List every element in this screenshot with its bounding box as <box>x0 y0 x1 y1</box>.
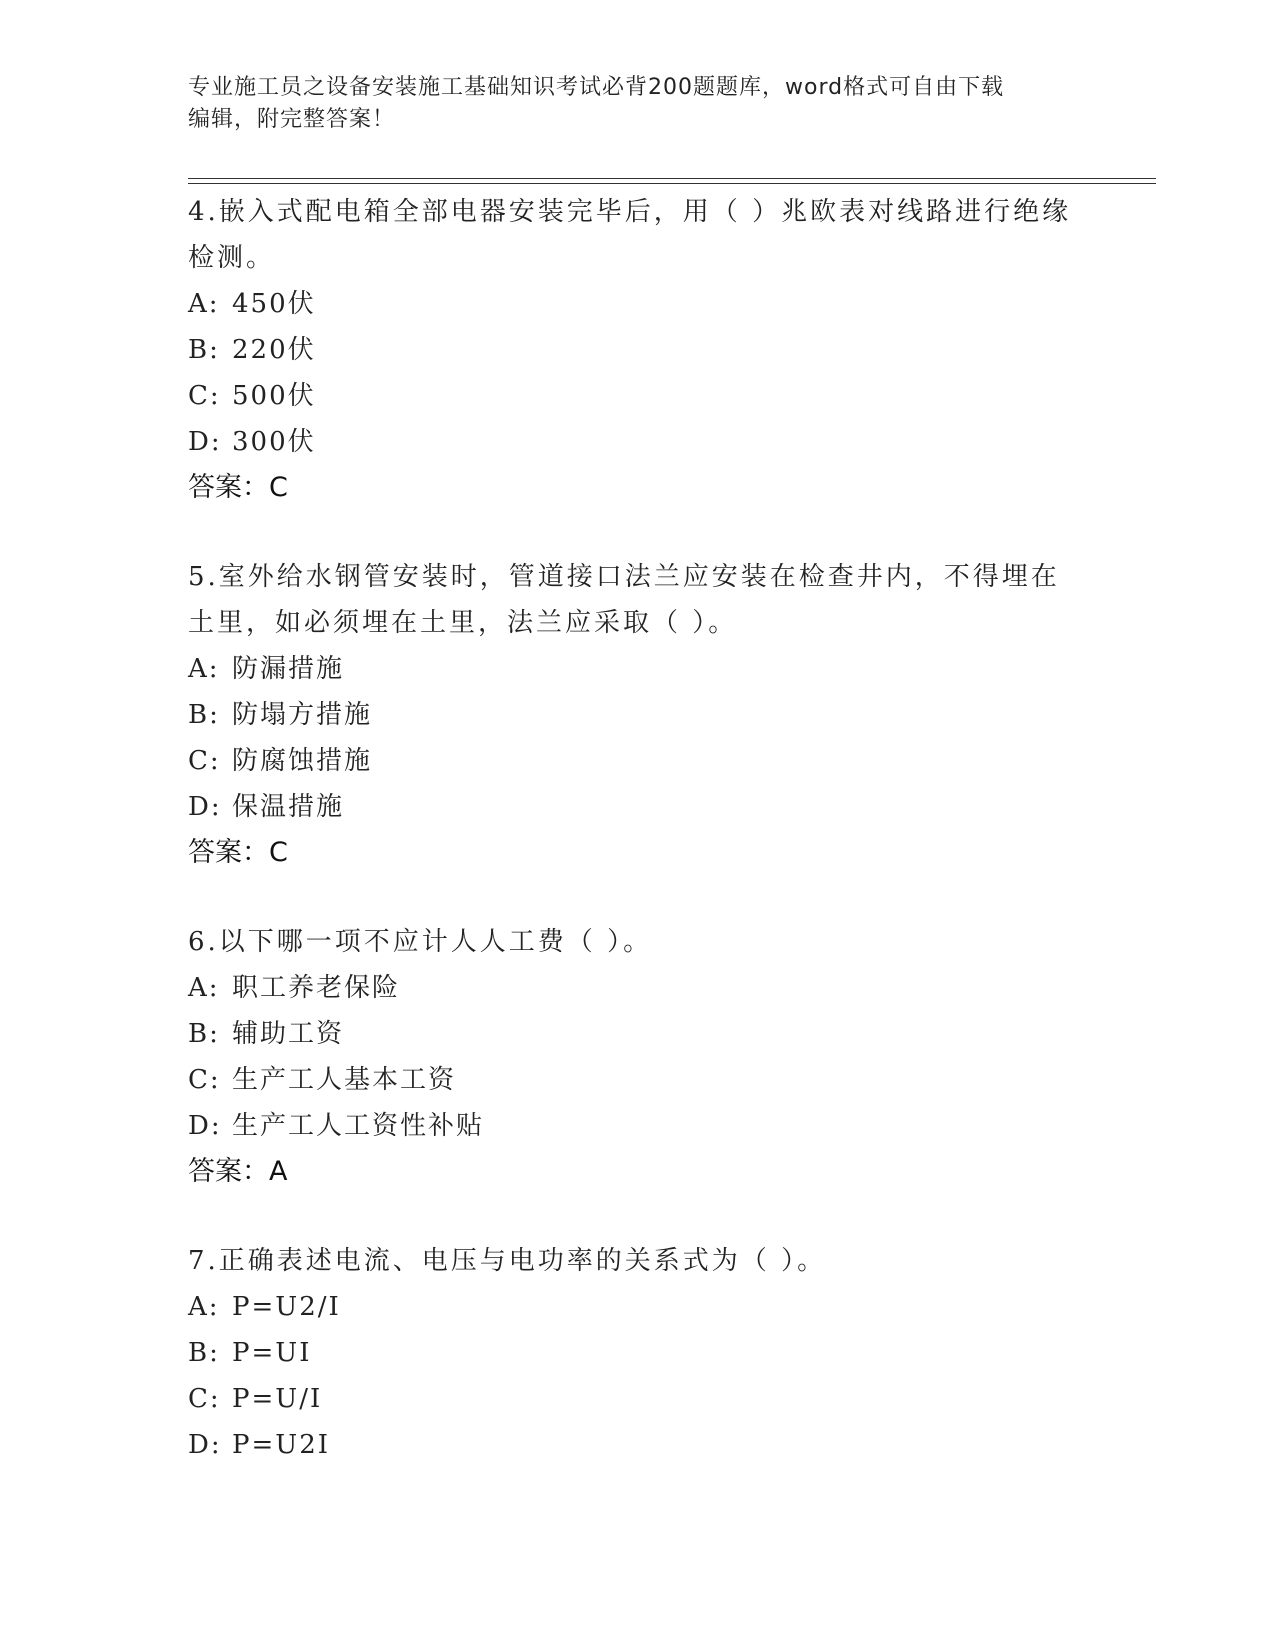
question-6 <box>188 919 1088 1195</box>
option-c <box>188 738 1088 784</box>
header-divider-bottom <box>188 183 1156 184</box>
option-b <box>188 692 1088 738</box>
option-letter: A: <box>188 289 220 319</box>
option-d <box>188 1422 1088 1468</box>
option-letter: A: <box>188 973 220 1003</box>
option-text: 职工养老保险 <box>232 973 401 1003</box>
question-stem-line: 6.以下哪一项不应计人人工费（ ）。 <box>188 927 653 957</box>
option-text: P=UI <box>232 1338 312 1368</box>
question-stem-line: 5.室外给水钢管安装时，管道接口法兰应安装在检查井内，不得埋在 <box>188 562 1060 592</box>
option-b <box>188 1330 1088 1376</box>
question-stem-line: 7.正确表述电流、电压与电功率的关系式为（ ）。 <box>188 1246 827 1276</box>
header-divider-top <box>188 178 1156 179</box>
option-letter: B: <box>188 700 220 730</box>
option-b <box>188 1011 1088 1057</box>
option-text: 300伏 <box>232 427 316 457</box>
question-stem-line: 土里，如必须埋在土里，法兰应采取（ ）。 <box>188 608 738 638</box>
option-text: 220伏 <box>232 335 316 365</box>
option-letter: D: <box>188 427 222 457</box>
option-text: 450伏 <box>232 289 316 319</box>
question-stem-line: 4.嵌入式配电箱全部电器安装完毕后，用（ ）兆欧表对线路进行绝缘 <box>188 197 1072 227</box>
option-text: 500伏 <box>232 381 316 411</box>
question-4 <box>188 189 1088 511</box>
option-text: 防塌方措施 <box>232 700 373 730</box>
document-header <box>188 72 1088 136</box>
option-text: 保温措施 <box>232 792 345 822</box>
header-title-line-2: 编辑，附完整答案！ <box>188 107 396 132</box>
question-5 <box>188 554 1088 876</box>
option-letter: C: <box>188 1384 221 1414</box>
option-a <box>188 965 1088 1011</box>
option-letter: B: <box>188 1338 220 1368</box>
option-b <box>188 327 1088 373</box>
option-letter: C: <box>188 746 221 776</box>
option-letter: B: <box>188 1019 220 1049</box>
option-text: 辅助工资 <box>232 1019 345 1049</box>
option-letter: A: <box>188 654 220 684</box>
option-text: 生产工人基本工资 <box>232 1065 457 1095</box>
option-c <box>188 1376 1088 1422</box>
question-stem-line: 检测。 <box>188 243 276 273</box>
option-letter: D: <box>188 792 222 822</box>
option-letter: A: <box>188 1292 220 1322</box>
option-d <box>188 419 1088 465</box>
option-d <box>188 784 1088 830</box>
option-c <box>188 1057 1088 1103</box>
option-letter: B: <box>188 335 220 365</box>
option-text: 防漏措施 <box>232 654 345 684</box>
question-7 <box>188 1238 1088 1468</box>
option-text: 生产工人工资性补贴 <box>232 1111 485 1141</box>
option-a <box>188 646 1088 692</box>
option-d <box>188 1103 1088 1149</box>
header-title-line-1: 专业施工员之设备安装施工基础知识考试必背200题题库，word格式可自由下载 <box>188 75 1005 100</box>
option-text: P=U2I <box>232 1430 331 1460</box>
option-text: P=U/I <box>232 1384 323 1414</box>
option-a <box>188 281 1088 327</box>
option-a <box>188 1284 1088 1330</box>
answer-line: 答案：C <box>188 472 288 503</box>
option-letter: C: <box>188 1065 221 1095</box>
option-text: 防腐蚀措施 <box>232 746 373 776</box>
option-letter: D: <box>188 1111 222 1141</box>
option-letter: D: <box>188 1430 222 1460</box>
answer-line: 答案：C <box>188 837 288 868</box>
option-letter: C: <box>188 381 221 411</box>
option-text: P=U2/I <box>232 1292 341 1322</box>
answer-line: 答案：A <box>188 1156 288 1187</box>
option-c <box>188 373 1088 419</box>
